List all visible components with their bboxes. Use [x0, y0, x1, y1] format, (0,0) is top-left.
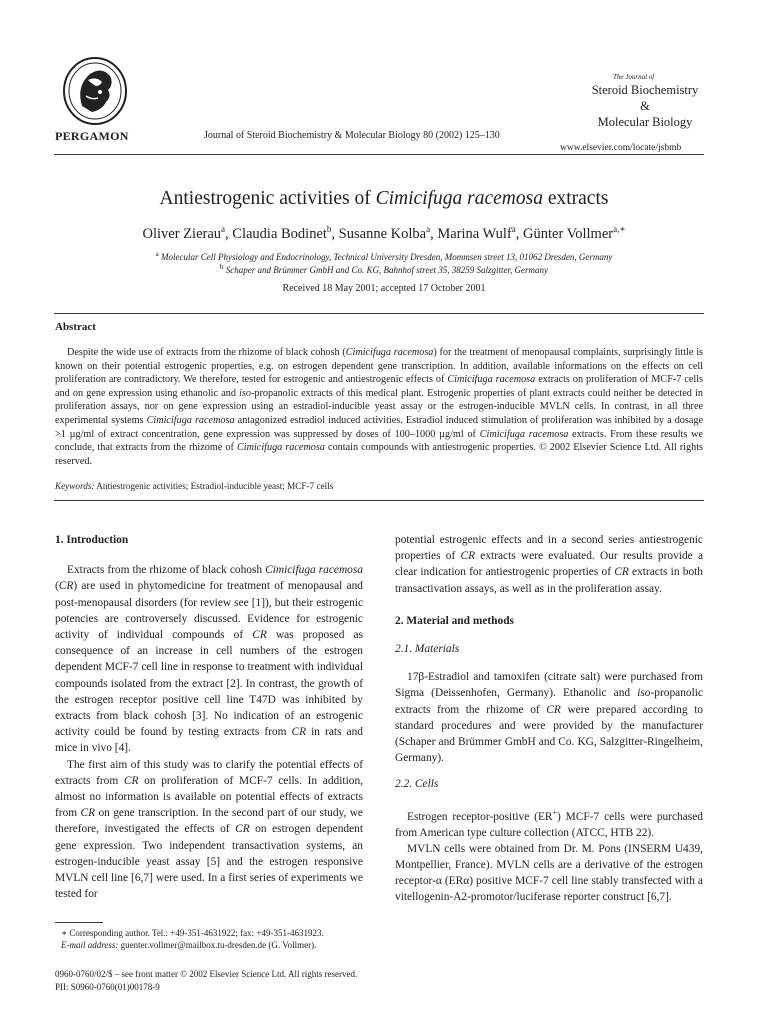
- email-note: E-mail address: guenter.vollmer@mailbox.tu-dresden.de (G. Vollmer).: [61, 940, 317, 950]
- pergamon-logo: [62, 56, 128, 126]
- intro-paragraph-3: potential estrogenic effects and in a second series antiestrogenic properties of CR extracts were evaluated. Our results provide a clear indication for antiestrogenic properties of CR extracts in both transactivation assays, as well as in the proliferation assay.: [395, 534, 703, 595]
- abstract-bottom-rule: [54, 500, 704, 501]
- left-column: [55, 532, 363, 902]
- imprint: [55, 968, 357, 994]
- affiliation-b: $^b$ Schaper and Brümmer GmbH and Co. KG, Bahnhof street 35, 38259 Salzgitter, Germany: [220, 263, 548, 275]
- header-divider: [54, 154, 704, 155]
- affiliation-a: $^a$ Molecular Cell Physiology and Endocrinology, Technical University Dresden, Mommsen street 13, 01062 Dresden, Germany: [155, 250, 613, 262]
- article-title: Antiestrogenic activities of Cimicifuga racemosa extracts: [159, 188, 609, 209]
- cells-paragraph-2: MVLN cells were obtained from Dr. M. Pons (INSERM U439, Montpellier, France). MVLN cells are a derivative of the estrogen receptor-α (ERα) positive MCF-7 cell line stably transfected with a vitellogenin-A2-promotor/luciferase reporter construct [6,7].: [395, 842, 703, 904]
- intro-paragraph-1: Extracts from the rhizome of black cohosh Cimicifuga racemosa (CR) are used in phytomedicine for treatment of menopausal and post-menopausal disorders (for review see [1]), but their estrogenic potencies are controversely discussed. Evidence for estrogenic activity of individual compounds of CR was proposed as consequence of an increase in cell numbers of the estrogen dependent MCF-7 cell line in response to treatment with individual compounds isolated from the extract [2]. In contrast, the growth of the estrogen receptor positive cell line T47D was inhibited by extracts from black cohosh [3]. No indication of an estrogenic activity could be found by testing extracts from CR in rats and mice in vivo [4].: [55, 564, 364, 755]
- abstract-top-rule: [54, 313, 704, 314]
- subsection-heading-materials: 2.1. Materials: [395, 643, 460, 656]
- journal-masthead: [585, 72, 705, 130]
- intro-paragraph-2: The first aim of this study was to clarify the potential effects of extracts from CR on proliferation of MCF-7 cells. In addition, almost no information is available on potential effects of extracts from CR on gene transcription. In the second part of our study, we therefore, investigated the effects of CR on estrogen dependent gene expression. Two independent transactivation systems, an estrogen-inducible yeast assay [5] and the estrogen responsive MVLN cell line [6,7] were used. In a first series of experiments we tested for: [55, 758, 363, 901]
- issn-line: 0960-0760/02/$ – see front matter © 2002 Elsevier Science Ltd. All rights reserved.: [55, 969, 358, 979]
- journal-line-3: Molecular Biology: [597, 115, 693, 129]
- abstract-heading: Abstract: [55, 321, 96, 333]
- journal-line-2: &: [640, 99, 650, 113]
- materials-paragraph: 17β-Estradiol and tamoxifen (citrate salt) were purchased from Sigma (Deissenhofen, Germany). Ethanolic and iso-propanolic extracts from the rhizome of CR were prepared according to standard procedures and were provided by the manufacturer (Schaper and Brümmer GmbH and Co. KG, Salzgitter-Ringelheim, Germany).: [395, 671, 703, 765]
- abstract-text: Despite the wide use of extracts from the rhizome of black cohosh (Cimicifuga racemosa) for the treatment of menopausal complaints, surprisingly little is known on their potential estrogenic properties, e.g. on estrogen dependent gene transcription. In addition, available informations on the effects on cell proliferation are contradictory. We therefore, tested for estrogenic and antiestrogenic effects of Cimicifuga racemosa extracts on proliferation of MCF-7 cells and on gene expression using ethanolic and iso-propanolic extracts of this medical plant. Estrogenic properties of plant extracts could neither be detected in proliferation assays, nor on gene expression using an estradiol-inducible yeast assay or the estrogen-inducible MVLN cells. In contrast, in all three experimental systems Cimicifuga racemosa antagonized estradiol induced activities. Estradiol induced stimulation of proliferation was inhibited by a dosage >1 µg/ml of extract concentration, gene expression was suppressed by doses of 100–1000 µg/ml of Cimicifuga racemosa extracts. From these results we conclude, that extracts from the rhizome of Cimicifuga racemosa contain compounds with antiestrogenic properties. © 2002 Elsevier Science Ltd. All rights reserved.: [55, 347, 703, 467]
- author: Oliver Zierau: [142, 225, 222, 242]
- section-heading-methods: 2. Material and methods: [395, 614, 514, 627]
- journal-line-1: Steroid Biochemistry: [591, 83, 699, 97]
- author: Claudia Bodinet: [232, 225, 327, 242]
- corresponding-author-note: ∗ Corresponding author. Tel.: +49-351-4631922; fax: +49-351-4631923.: [61, 928, 324, 938]
- author: Marina Wulf: [437, 225, 512, 242]
- subsection-heading-cells: 2.2. Cells: [395, 778, 439, 791]
- footnotes: [55, 927, 375, 951]
- footnote-rule: [55, 922, 103, 923]
- journal-url[interactable]: www.elsevier.com/locate/jsbmb: [560, 143, 682, 153]
- received-dates: Received 18 May 2001; accepted 17 October 2001: [282, 283, 486, 294]
- author: Günter Vollmer: [523, 225, 614, 242]
- cells-paragraph-1: Estrogen receptor-positive (ER+) MCF-7 cells were purchased from American type culture collection (ATCC, HTB 22).: [395, 807, 703, 839]
- journal-prefix: The Journal of: [613, 73, 655, 81]
- author: Susanne Kolba: [338, 225, 427, 242]
- publisher-name: PERGAMON: [55, 129, 129, 143]
- right-column: [395, 532, 703, 906]
- section-heading-introduction: 1. Introduction: [55, 534, 129, 546]
- keywords: Keywords: Antiestrogenic activities; Estradiol-inducible yeast; MCF-7 cells: [55, 481, 334, 491]
- pii-line: PII: S0960-0760(01)00178-9: [55, 982, 160, 992]
- author-list: Oliver Zierau$^a$, Claudia Bodinet$^b$, Susanne Kolba$^a$, Marina Wulf$^a$, Günter Vollmer$^{a,∗}$: [142, 224, 626, 242]
- journal-citation: Journal of Steroid Biochemistry & Molecular Biology 80 (2002) 125–130: [204, 130, 500, 141]
